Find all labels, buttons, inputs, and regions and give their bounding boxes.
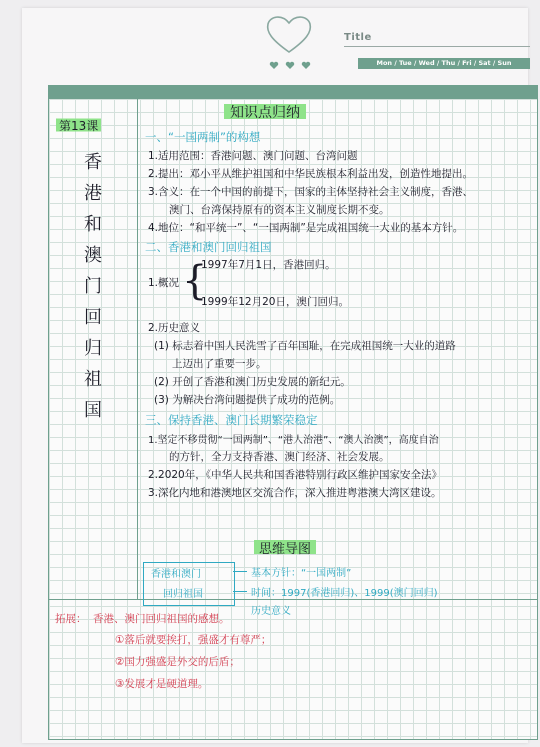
- section-2-title: 二、香港和澳门回归祖国: [145, 240, 272, 254]
- mindmap-center-line: 回归祖国: [163, 589, 203, 600]
- notebook-page: [22, 8, 528, 743]
- note-line: 3.含义：在一个中国的前提下，国家的主体坚持社会主义制度，香港、: [148, 186, 474, 198]
- section-1-title: 一、“一国两制”的构想: [145, 130, 261, 144]
- note-line: 上迈出了重要一步。: [172, 358, 267, 370]
- mindmap-connector: [233, 571, 247, 572]
- lesson-title: [49, 147, 137, 426]
- lesson-title-char: 和: [84, 214, 102, 235]
- note-line: 2.提出：邓小平从维护祖国和中华民族根本利益出发，创造性地提出。: [148, 168, 474, 180]
- lesson-title-char: 港: [84, 183, 102, 204]
- grid-paper: [48, 85, 538, 740]
- heart-icon: [264, 12, 314, 56]
- mindmap-title: 思维导图: [254, 538, 316, 557]
- note-line: 澳门、台湾保持原有的资本主义制度长期不变。: [169, 204, 390, 216]
- mindmap-connector: [233, 591, 247, 592]
- lesson-title-char: 澳: [84, 245, 102, 266]
- lesson-title-char: 香: [84, 152, 102, 173]
- overview-label: 1.概况: [148, 277, 180, 289]
- overview-item: 1997年7月1日，香港回归。: [201, 259, 336, 271]
- mindmap-center-line: 香港和澳门: [151, 569, 201, 580]
- note-line: 4.地位：“和平统一”、“一国两制”是完成祖国统一大业的基本方针。: [148, 222, 464, 234]
- note-line: (2) 开创了香港和澳门历史发展的新纪元。: [154, 376, 351, 388]
- brace-icon: {: [182, 258, 208, 304]
- extension-item: ①落后就要挨打，强盛才有尊严；: [115, 634, 272, 646]
- mindmap-branch: 时间：1997(香港回归)、1999(澳门回归): [251, 588, 438, 599]
- section-3-title: 三、保持香港、澳门长期繁荣稳定: [145, 413, 318, 427]
- lesson-title-char: 归: [84, 338, 102, 359]
- note-line: (1) 标志着中国人民洗雪了百年国耻，在完成祖国统一大业的道路: [154, 340, 456, 352]
- note-line: 1.坚定不移贯彻“一国两制”、“港人治港”、“澳人治澳”，高度自治: [148, 435, 439, 446]
- note-line: (3) 为解决台湾问题提供了成功的范例。: [154, 394, 341, 406]
- extension-item: ③发展才是硬道理。: [115, 678, 209, 690]
- significance-label: 2.历史意义: [148, 322, 201, 334]
- lesson-title-char: 门: [84, 276, 102, 297]
- extension-label: 拓展：: [55, 613, 87, 625]
- mindmap-branch: 历史意义: [251, 606, 291, 617]
- weekday-strip: Mon / Tue / Wed / Thu / Fri / Sat / Sun: [358, 58, 530, 69]
- lesson-title-char: 祖: [84, 369, 102, 390]
- lesson-number-tag: 第13课: [56, 117, 101, 134]
- overview-item: 1999年12月20日，澳门回归。: [201, 296, 349, 308]
- lesson-title-char: 国: [84, 400, 102, 421]
- heart-dots-icon: [268, 60, 312, 70]
- note-line: 2.2020年，《中华人民共和国香港特别行政区维护国家安全法》: [148, 469, 442, 481]
- note-line: 3.深化内地和港澳地区交流合作，深入推进粤港澳大湾区建设。: [148, 487, 442, 499]
- column-divider: [137, 99, 138, 599]
- title-label: Title: [344, 32, 372, 43]
- extension-item: ②国力强盛是外交的后盾；: [115, 656, 240, 668]
- note-line: 1.适用范围：香港问题、澳门问题、台湾问题: [148, 150, 358, 162]
- lesson-title-char: 回: [84, 307, 102, 328]
- title-underline: [344, 46, 530, 47]
- mindmap-branch: 基本方针：“一国两制”: [251, 568, 352, 579]
- extension-text: 香港、澳门回归祖国的感想。: [93, 613, 230, 625]
- note-line: 的方针，全力支持香港、澳门经济、社会发展。: [169, 451, 390, 463]
- section-divider: [49, 599, 537, 600]
- notes-heading: 知识点归纳: [224, 102, 306, 122]
